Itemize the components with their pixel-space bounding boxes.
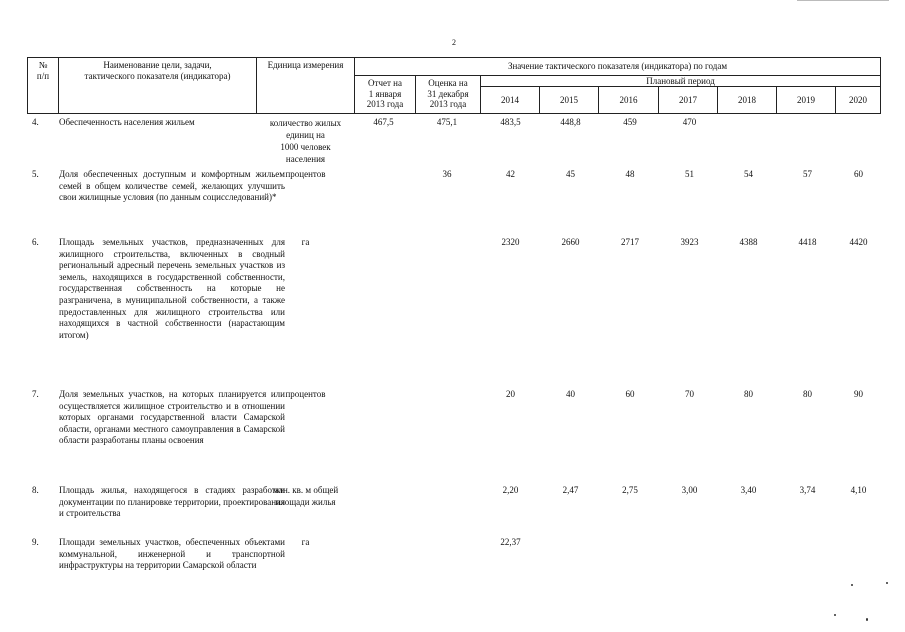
header-year: 2014: [481, 87, 540, 114]
header-year: 2017: [659, 87, 718, 114]
row-name: Доля обеспеченных доступным и комфортным жильем семей в общем количестве семей, желающих улучшить свои жилищные условия (по данным социсследований)*: [59, 169, 285, 203]
row-value: 467,5: [373, 117, 394, 127]
header-year: 2015: [540, 87, 599, 114]
header-num: № п/п: [28, 58, 59, 114]
row-value: 3,74: [799, 485, 816, 495]
header-year: 2020: [836, 87, 881, 114]
header-values-title: Значение тактического показателя (индикатора) по годам: [355, 58, 881, 76]
row-number: 8.: [32, 485, 39, 495]
row-value: 54: [744, 169, 753, 179]
row-value: 3,40: [740, 485, 757, 495]
row-value: 2717: [621, 237, 639, 247]
scan-speck: [866, 618, 868, 621]
table-header: [27, 57, 881, 114]
row-name: Площадь земельных участков, предназначенных для жилищного строительства, включенных в сводный региональный адресный перечень земельных участков из земель, находящихся в государственной собственности, государственная собственность на которые не разграничена, в муниципальной собственности, а также предоставленных для жилищного строительства или находящихся в частной собственности (нарастающим итогом): [59, 237, 285, 340]
row-value: 4388: [739, 237, 758, 247]
row-value: 3,00: [681, 485, 698, 495]
row-value: 2,47: [562, 485, 579, 495]
row-unit: процентов: [285, 389, 326, 399]
row-name: Площади земельных участков, обеспеченных объектами коммунальной, инженерной и транспортной инфраструктуры на территории Самарской области: [59, 537, 285, 571]
row-value: 4418: [798, 237, 817, 247]
row-name: Доля земельных участков, на которых планируется или осуществляется жилищное строительство и в отношении которых органами государственной власти Самарской области, органами местного самоуправления в Самарской области разработаны планы освоения: [59, 389, 285, 446]
header-name: Наименование цели, задачи, тактического показателя (индикатора): [59, 58, 257, 114]
scan-speck: [851, 584, 853, 586]
row-value: 2,20: [502, 485, 519, 495]
header-estimate: Оценка на 31 декабря 2013 года: [416, 76, 481, 114]
row-unit: га: [301, 537, 310, 547]
row-value: 470: [682, 117, 697, 127]
row-value: 4420: [849, 237, 868, 247]
row-value: 22,37: [500, 537, 521, 547]
row-value: 90: [854, 389, 863, 399]
header-plan-period: Плановый период: [481, 76, 881, 87]
row-value: 70: [685, 389, 694, 399]
header-unit: Единица измерения: [257, 58, 355, 114]
row-value: 40: [566, 389, 575, 399]
row-value: 4,10: [850, 485, 867, 495]
row-unit: количество жилых единиц на 1000 человек населения: [269, 118, 342, 164]
row-name: Площадь жилья, находящегося в стадиях разработки документации по планировке территории, проектирования и строительства: [59, 485, 285, 519]
row-value: 60: [854, 169, 863, 179]
top-edge-line: [797, 0, 889, 1]
row-value: 448,8: [560, 117, 581, 127]
row-value: 80: [803, 389, 812, 399]
row-number: 9.: [32, 537, 39, 547]
row-value: 48: [625, 169, 635, 179]
row-value: 483,5: [500, 117, 521, 127]
row-number: 5.: [32, 169, 39, 179]
header-report: Отчет на 1 января 2013 года: [355, 76, 416, 114]
scan-speck: [886, 582, 888, 584]
row-name: Обеспеченность населения жильем: [59, 117, 195, 127]
row-value: 42: [506, 169, 515, 179]
header-year: 2016: [599, 87, 659, 114]
row-value: 57: [803, 169, 812, 179]
row-value: 80: [744, 389, 753, 399]
row-number: 7.: [32, 389, 39, 399]
row-value: 3923: [680, 237, 699, 247]
row-value: 60: [625, 389, 635, 399]
row-value: 2660: [561, 237, 580, 247]
page-number: 2: [452, 38, 456, 47]
scan-speck: [834, 614, 836, 616]
row-value: 2320: [501, 237, 520, 247]
row-value: 459: [623, 117, 637, 127]
row-unit: га: [301, 237, 310, 247]
row-value: 2,75: [622, 485, 638, 495]
row-unit: процентов: [285, 169, 326, 179]
row-number: 6.: [32, 237, 39, 247]
header-year: 2019: [777, 87, 836, 114]
row-number: 4.: [32, 117, 39, 127]
header-year: 2018: [718, 87, 777, 114]
row-value: 36: [442, 169, 452, 179]
row-value: 475,1: [436, 117, 458, 127]
row-unit: млн. кв. м общей площади жилья: [272, 485, 339, 507]
row-value: 20: [506, 389, 515, 399]
row-value: 45: [566, 169, 575, 179]
row-value: 51: [685, 169, 694, 179]
